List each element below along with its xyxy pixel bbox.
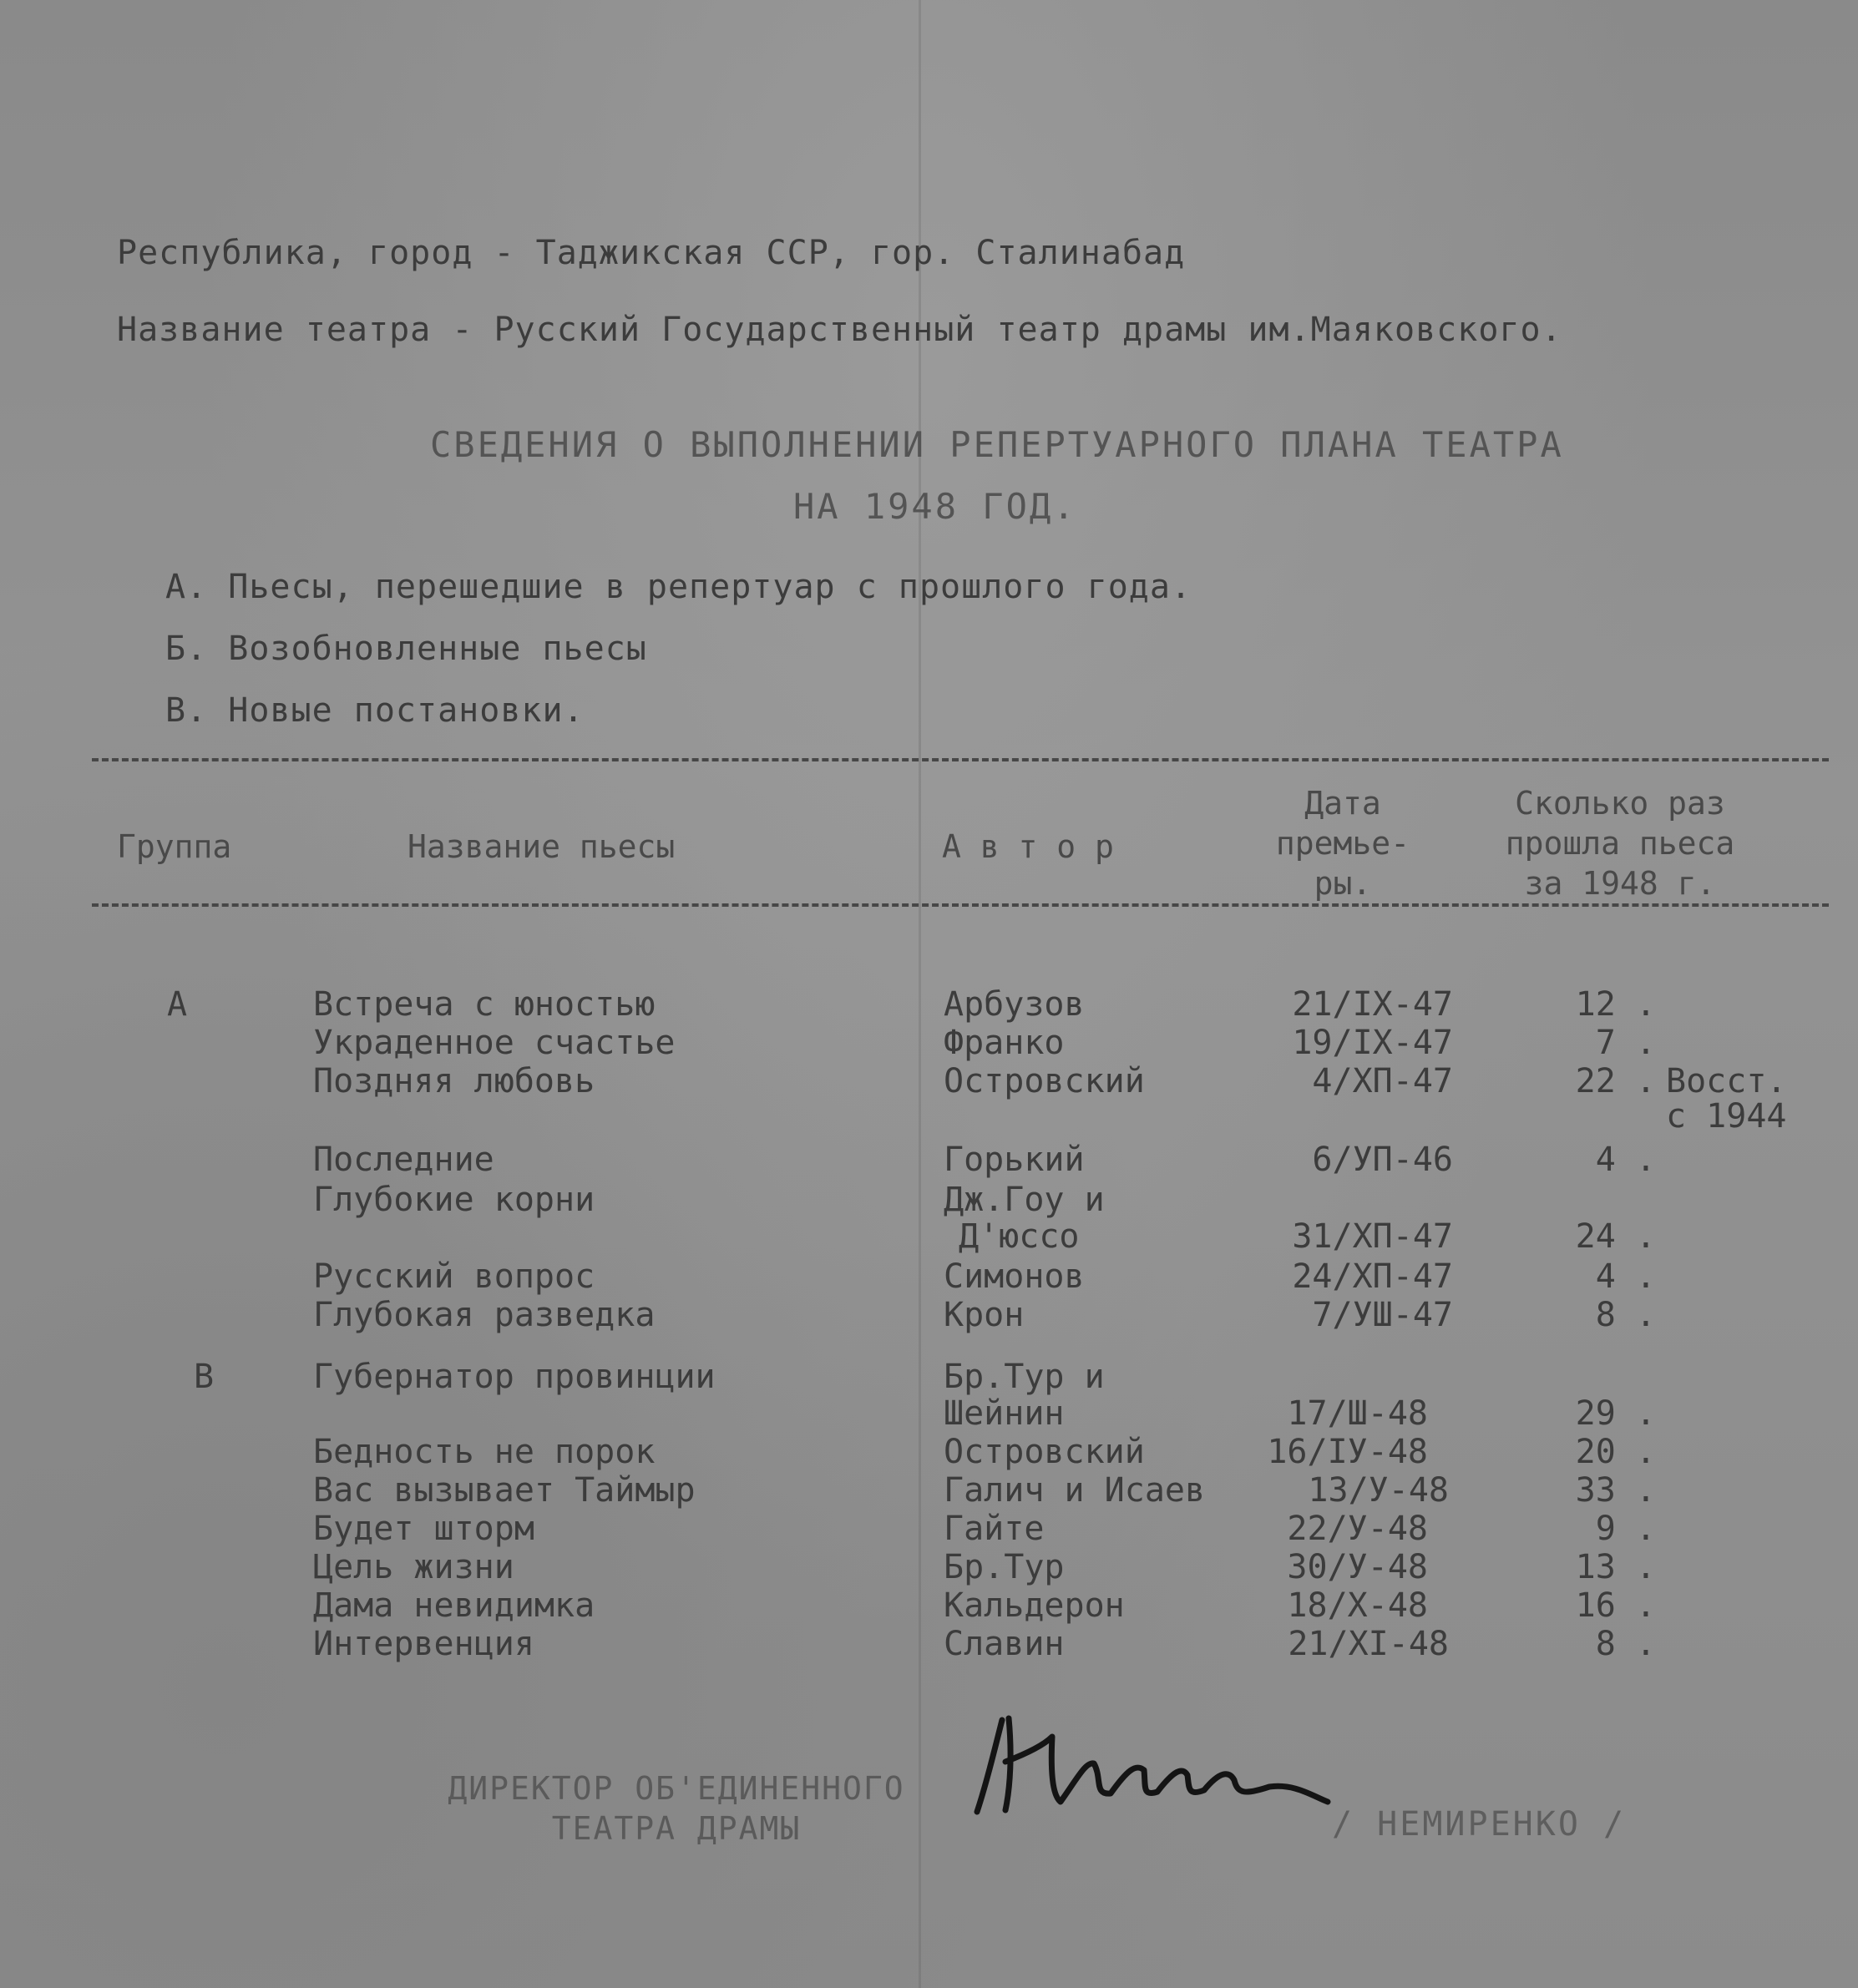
- handwritten-signature: [969, 1703, 1336, 1820]
- cell-count: 9 .: [1595, 1510, 1656, 1548]
- legend-item-b: Б. Возобновленные пьесы: [165, 630, 647, 668]
- cell-count: 4 .: [1595, 1257, 1656, 1296]
- header-title: Название пьесы: [408, 828, 676, 865]
- table-row: [0, 1097, 1858, 1136]
- cell-count: 33 .: [1575, 1471, 1656, 1510]
- cell-title: Вас вызывает Таймыр: [313, 1471, 696, 1510]
- cell-date: 21/XI-48: [1288, 1625, 1449, 1663]
- cell-date: 13/У-48: [1308, 1471, 1449, 1510]
- cell-note: с 1944: [1666, 1097, 1787, 1136]
- cell-date: 16/IУ-48: [1267, 1433, 1428, 1471]
- cell-author: Симонов: [944, 1257, 1085, 1296]
- table-header-rule: [92, 903, 1829, 907]
- director-title-line2: ТЕАТРА ДРАМЫ: [551, 1810, 802, 1847]
- table-row: [0, 1625, 1858, 1663]
- cell-date: 17/Ш-48: [1287, 1394, 1428, 1433]
- cell-author: Франко: [944, 1024, 1065, 1062]
- cell-author: Д'юссо: [959, 1217, 1080, 1256]
- cell-author: Гайте: [944, 1510, 1045, 1548]
- cell-count: 4 .: [1595, 1141, 1656, 1179]
- legend-item-c: В. Новые постановки.: [165, 691, 585, 730]
- cell-count: 24 .: [1575, 1217, 1656, 1256]
- cell-date: 4/ХП-47: [1312, 1062, 1453, 1100]
- cell-count: 16 .: [1575, 1586, 1656, 1625]
- theatre-line: Название театра - Русский Государственный театр драмы им.Маяковского.: [117, 311, 1562, 349]
- cell-date: 7/УШ-47: [1312, 1296, 1453, 1334]
- cell-author: Крон: [944, 1296, 1025, 1334]
- cell-title: Дама невидимка: [313, 1586, 595, 1625]
- table-row: [0, 1358, 1858, 1396]
- document-title-line2: НА 1948 ГОД.: [793, 486, 1077, 527]
- cell-author: Островский: [944, 1433, 1145, 1471]
- cell-date: 22/У-48: [1287, 1510, 1428, 1548]
- cell-author: Арбузов: [944, 985, 1085, 1024]
- cell-author: Шейнин: [944, 1394, 1065, 1433]
- table-row: [0, 1062, 1858, 1100]
- cell-author: Кальдерон: [944, 1586, 1125, 1625]
- cell-author: Островский: [944, 1062, 1145, 1100]
- cell-count: 8 .: [1595, 1296, 1656, 1334]
- cell-title: Цель жизни: [313, 1548, 514, 1586]
- director-name: / НЕМИРЕНКО /: [1332, 1805, 1627, 1844]
- cell-title: Встреча с юностью: [313, 985, 656, 1024]
- cell-title: Глубокие корни: [313, 1181, 595, 1219]
- cell-title: Глубокая разведка: [313, 1296, 656, 1334]
- cell-author: Бр.Тур и: [944, 1358, 1105, 1396]
- cell-count: 29 .: [1575, 1394, 1656, 1433]
- cell-author: Бр.Тур: [944, 1548, 1065, 1586]
- cell-count: 13 .: [1575, 1548, 1656, 1586]
- cell-title: Будет шторм: [313, 1510, 534, 1548]
- table-row: [0, 1257, 1858, 1296]
- table-top-rule: [92, 758, 1829, 761]
- header-count-line2: прошла пьеса: [1505, 825, 1735, 862]
- cell-date: 21/IX-47: [1292, 985, 1453, 1024]
- cell-date: 18/Х-48: [1287, 1586, 1428, 1625]
- cell-title: Последние: [313, 1141, 494, 1179]
- table-row: [0, 1586, 1858, 1625]
- table-row: [0, 985, 1858, 1024]
- cell-author: Славин: [944, 1625, 1065, 1663]
- cell-count: 20 .: [1575, 1433, 1656, 1471]
- table-row: [0, 1433, 1858, 1471]
- table-row: [0, 1394, 1858, 1433]
- cell-note: Восст.: [1666, 1062, 1787, 1100]
- table-row: [0, 1471, 1858, 1510]
- cell-date: 30/У-48: [1287, 1548, 1428, 1586]
- header-author: А в т о р: [942, 828, 1114, 865]
- republic-line: Республика, город - Таджикская ССР, гор. Сталинабад: [117, 234, 1186, 272]
- cell-group: В: [194, 1358, 215, 1396]
- cell-title: Русский вопрос: [313, 1257, 595, 1296]
- cell-date: 6/УП-46: [1312, 1141, 1453, 1179]
- cell-group: А: [167, 985, 188, 1024]
- table-row: [0, 1510, 1858, 1548]
- table-row: [0, 1296, 1858, 1334]
- cell-date: 24/ХП-47: [1292, 1257, 1453, 1296]
- cell-title: Интервенция: [313, 1625, 534, 1663]
- table-row: [0, 1024, 1858, 1062]
- cell-author: Дж.Гоу и: [944, 1181, 1105, 1219]
- cell-title: Губернатор провинции: [313, 1358, 716, 1396]
- header-date-line3: ры.: [1314, 865, 1372, 902]
- director-title-line1: ДИРЕКТОР ОБ'ЕДИНЕННОГО: [448, 1770, 905, 1807]
- cell-title: Украденное счастье: [313, 1024, 676, 1062]
- header-count-line1: Сколько раз: [1515, 785, 1725, 822]
- cell-count: 22 .: [1575, 1062, 1656, 1100]
- header-count: [1470, 783, 1770, 903]
- header-date-line1: Дата: [1304, 785, 1381, 822]
- cell-author: Горький: [944, 1141, 1085, 1179]
- director-title: [401, 1768, 952, 1849]
- table-row: [0, 1181, 1858, 1219]
- cell-title: Поздняя любовь: [313, 1062, 595, 1100]
- header-date: [1259, 783, 1426, 903]
- cell-count: 12 .: [1575, 985, 1656, 1024]
- cell-count: 8 .: [1595, 1625, 1656, 1663]
- cell-title: Бедность не порок: [313, 1433, 656, 1471]
- table-row: [0, 1548, 1858, 1586]
- table-row: [0, 1141, 1858, 1179]
- cell-count: 7 .: [1595, 1024, 1656, 1062]
- cell-date: 31/ХП-47: [1292, 1217, 1453, 1256]
- header-group: Группа: [117, 828, 232, 865]
- header-count-line3: за 1948 г.: [1524, 865, 1716, 902]
- legend-item-a: А. Пьесы, перешедшие в репертуар с прошлого года.: [165, 568, 1192, 606]
- header-date-line2: премье-: [1275, 825, 1410, 862]
- document-title-line1: СВЕДЕНИЯ О ВЫПОЛНЕНИИ РЕПЕРТУАРНОГО ПЛАНА ТЕАТРА: [430, 424, 1564, 465]
- table-row: [0, 1217, 1858, 1256]
- cell-author: Галич и Исаев: [944, 1471, 1206, 1510]
- cell-date: 19/IX-47: [1292, 1024, 1453, 1062]
